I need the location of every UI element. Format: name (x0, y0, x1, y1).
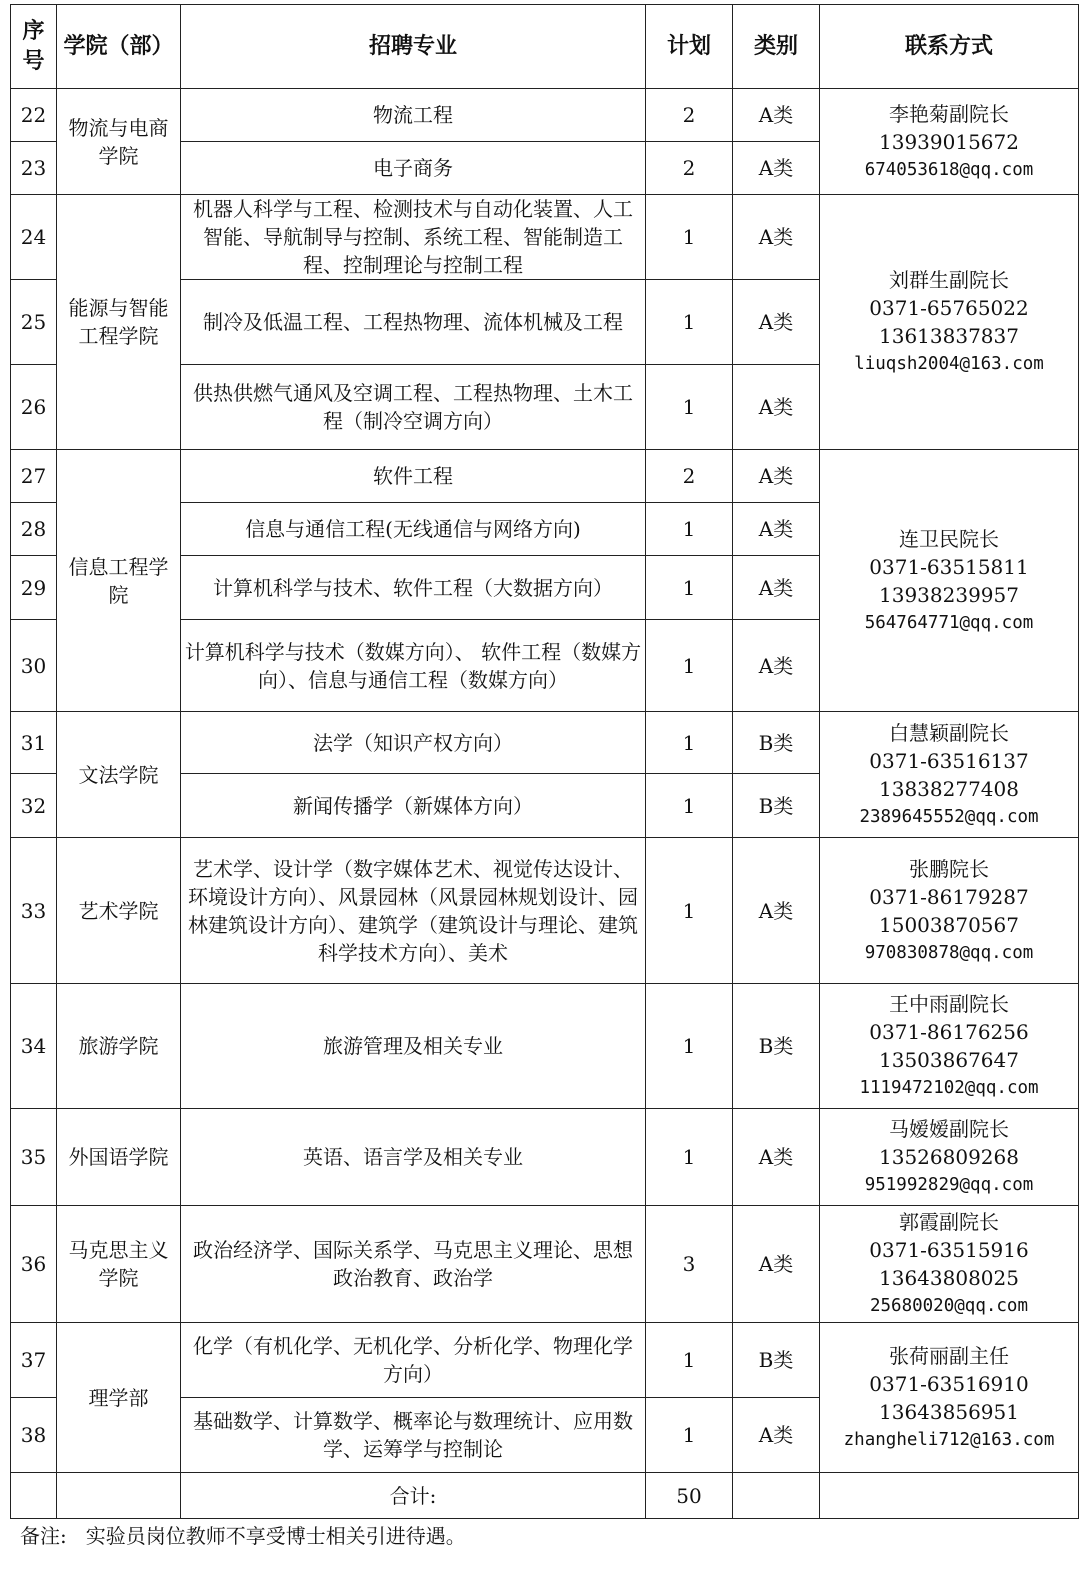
category-cell: A类 (733, 142, 820, 195)
category-cell: B类 (733, 984, 820, 1109)
seq-cell: 37 (11, 1323, 57, 1398)
seq-cell: 30 (11, 620, 57, 712)
seq-cell: 27 (11, 450, 57, 503)
contact-email: zhangheli712@163.com (843, 1429, 1055, 1450)
plan-cell: 1 (646, 365, 733, 450)
plan-cell: 1 (646, 1398, 733, 1473)
college-cell: 艺术学院 (57, 838, 181, 984)
contact-phone: 0371-63516137 (869, 748, 1029, 773)
contact-name: 马嫒嫒副院长 (889, 1117, 1009, 1141)
seq-cell: 38 (11, 1398, 57, 1473)
contact-mobile: 13526809268 (879, 1145, 1019, 1169)
college-cell: 能源与智能工程学院 (57, 195, 181, 450)
major-cell: 化学（有机化学、无机化学、分析化学、物理化学方向） (181, 1323, 646, 1398)
major-cell: 旅游管理及相关专业 (181, 984, 646, 1109)
major-cell: 法学（知识产权方向） (181, 712, 646, 774)
major-cell: 新闻传播学（新媒体方向） (181, 774, 646, 838)
contact-name: 张鹏院长 (909, 856, 989, 881)
category-cell: A类 (733, 450, 820, 503)
category-cell: B类 (733, 774, 820, 838)
contact-phone: 0371-86179287 (869, 884, 1029, 909)
category-cell: A类 (733, 1398, 820, 1473)
header-plan: 计划 (646, 5, 733, 89)
category-cell: A类 (733, 1109, 820, 1206)
major-cell: 电子商务 (181, 142, 646, 195)
plan-cell: 1 (646, 838, 733, 984)
table-row (11, 89, 1079, 142)
contact-name: 连卫民院长 (899, 526, 999, 551)
contact-phone: 0371-86176256 (869, 1020, 1029, 1044)
contact-email: 1119472102@qq.com (859, 1078, 1039, 1098)
major-cell: 信息与通信工程(无线通信与网络方向) (181, 503, 646, 556)
seq-cell: 35 (11, 1109, 57, 1206)
contact-cell (820, 195, 1079, 450)
contact-mobile: 13643856951 (879, 1399, 1019, 1424)
total-label: 合计: (181, 1473, 646, 1519)
college-cell: 马克思主义学院 (57, 1206, 181, 1323)
plan-cell: 1 (646, 774, 733, 838)
plan-cell: 1 (646, 1109, 733, 1206)
table-row (11, 1109, 1079, 1206)
seq-cell: 36 (11, 1206, 57, 1323)
plan-cell: 1 (646, 620, 733, 712)
contact-name: 张荷丽副主任 (889, 1343, 1009, 1368)
table-row (11, 450, 1079, 503)
college-cell: 外国语学院 (57, 1109, 181, 1206)
seq-cell: 23 (11, 142, 57, 195)
major-cell: 艺术学、设计学（数字媒体艺术、视觉传达设计、环境设计方向）、风景园林（风景园林规划设计、园林建筑设计方向）、建筑学（建筑设计与理论、建筑科学技术方向）、美术 (181, 838, 646, 984)
header-category: 类别 (733, 5, 820, 89)
table-row (11, 1206, 1079, 1323)
plan-cell: 2 (646, 450, 733, 503)
seq-cell: 22 (11, 89, 57, 142)
header-college: 学院（部） (57, 5, 181, 89)
contact-name: 刘群生副院长 (889, 268, 1009, 292)
contact-cell (820, 712, 1079, 838)
plan-cell: 2 (646, 142, 733, 195)
contact-cell (820, 1323, 1079, 1473)
college-cell: 文法学院 (57, 712, 181, 838)
recruitment-table (10, 4, 1079, 1519)
plan-cell: 3 (646, 1206, 733, 1323)
major-cell: 供热供燃气通风及空调工程、工程热物理、土木工程（制冷空调方向） (181, 365, 646, 450)
header-major: 招聘专业 (181, 5, 646, 89)
contact-phone: 13939015672 (879, 129, 1019, 154)
plan-cell: 1 (646, 195, 733, 280)
total-value: 50 (646, 1473, 733, 1519)
major-cell: 英语、语言学及相关专业 (181, 1109, 646, 1206)
footnote: 备注: 实验员岗位教师不享受博士相关引进待遇。 (20, 1524, 466, 1548)
category-cell: A类 (733, 89, 820, 142)
contact-phone: 0371-63515811 (869, 554, 1029, 579)
contact-mobile: 13938239957 (879, 582, 1019, 607)
plan-cell: 1 (646, 280, 733, 365)
seq-cell: 34 (11, 984, 57, 1109)
college-cell: 物流与电商学院 (57, 89, 181, 195)
category-cell: A类 (733, 365, 820, 450)
contact-mobile: 13503867647 (879, 1048, 1019, 1072)
plan-cell: 1 (646, 1323, 733, 1398)
total-row (11, 1473, 1079, 1519)
contact-cell (820, 1109, 1079, 1206)
major-cell: 政治经济学、国际关系学、马克思主义理论、思想政治教育、政治学 (181, 1206, 646, 1323)
contact-cell (820, 450, 1079, 712)
seq-cell: 24 (11, 195, 57, 280)
seq-cell: 31 (11, 712, 57, 774)
contact-email: 25680020@qq.com (869, 1296, 1029, 1316)
contact-phone: 0371-63516910 (869, 1371, 1029, 1396)
contact-cell (820, 89, 1079, 195)
category-cell: A类 (733, 195, 820, 280)
college-cell: 信息工程学院 (57, 450, 181, 712)
contact-email: 564764771@qq.com (864, 612, 1034, 633)
contact-phone: 0371-63515916 (869, 1238, 1029, 1262)
category-cell: A类 (733, 503, 820, 556)
plan-cell: 1 (646, 503, 733, 556)
contact-email: 674053618@qq.com (864, 159, 1034, 180)
contact-email: 951992829@qq.com (864, 1175, 1034, 1195)
contact-name: 白慧颖副院长 (889, 720, 1009, 745)
seq-cell: 33 (11, 838, 57, 984)
major-cell: 机器人科学与工程、检测技术与自动化装置、人工智能、导航制导与控制、系统工程、智能制造工程、控制理论与控制工程 (181, 195, 646, 280)
category-cell: A类 (733, 838, 820, 984)
plan-cell: 1 (646, 712, 733, 774)
contact-name: 郭霞副院长 (899, 1210, 999, 1234)
major-cell: 制冷及低温工程、工程热物理、流体机械及工程 (181, 280, 646, 365)
table-row (11, 984, 1079, 1109)
major-cell: 计算机科学与技术、软件工程（大数据方向） (181, 556, 646, 620)
major-cell: 软件工程 (181, 450, 646, 503)
category-cell: A类 (733, 620, 820, 712)
category-cell: A类 (733, 556, 820, 620)
seq-cell: 29 (11, 556, 57, 620)
category-cell: A类 (733, 1206, 820, 1323)
table-row (11, 1323, 1079, 1398)
contact-name: 王中雨副院长 (889, 992, 1009, 1016)
contact-mobile: 13613837837 (879, 324, 1019, 348)
major-cell: 基础数学、计算数学、概率论与数理统计、应用数学、运筹学与控制论 (181, 1398, 646, 1473)
contact-email: 970830878@qq.com (864, 942, 1034, 963)
header-row (11, 5, 1079, 89)
college-cell: 理学部 (57, 1323, 181, 1473)
contact-cell (820, 1206, 1079, 1323)
plan-cell: 1 (646, 984, 733, 1109)
plan-cell: 1 (646, 556, 733, 620)
college-cell: 旅游学院 (57, 984, 181, 1109)
seq-cell: 25 (11, 280, 57, 365)
category-cell: A类 (733, 280, 820, 365)
header-contact: 联系方式 (820, 5, 1079, 89)
contact-mobile: 13643808025 (879, 1266, 1019, 1290)
seq-cell: 32 (11, 774, 57, 838)
major-cell: 物流工程 (181, 89, 646, 142)
category-cell: B类 (733, 1323, 820, 1398)
table-row (11, 195, 1079, 280)
seq-cell: 26 (11, 365, 57, 450)
contact-mobile: 15003870567 (879, 912, 1019, 937)
contact-email: liuqsh2004@163.com (854, 354, 1044, 374)
contact-phone: 0371-65765022 (869, 296, 1029, 320)
contact-email: 2389645552@qq.com (859, 806, 1039, 827)
contact-name: 李艳菊副院长 (889, 101, 1009, 126)
major-cell: 计算机科学与技术（数媒方向）、 软件工程（数媒方向）、信息与通信工程（数媒方向） (181, 620, 646, 712)
seq-cell: 28 (11, 503, 57, 556)
plan-cell: 2 (646, 89, 733, 142)
contact-cell (820, 838, 1079, 984)
contact-mobile: 13838277408 (879, 776, 1019, 801)
table-row (11, 838, 1079, 984)
header-seq: 序号 (11, 5, 57, 89)
table-row (11, 712, 1079, 774)
contact-cell (820, 984, 1079, 1109)
category-cell: B类 (733, 712, 820, 774)
